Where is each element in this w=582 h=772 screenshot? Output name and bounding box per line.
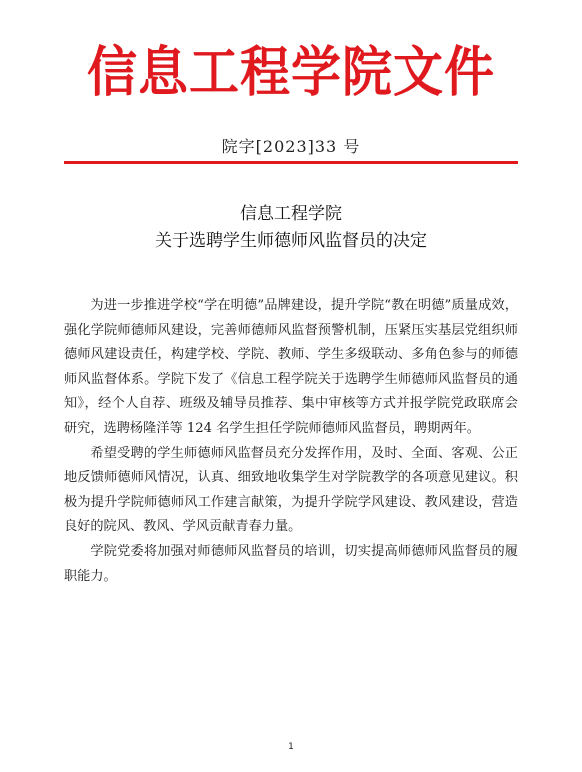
document-title-issuer: 信息工程学院 [240, 204, 342, 224]
body-paragraph: 希望受聘的学生师德师风监督员充分发挥作用，及时、全面、客观、公正地反馈师德师风情况，认真、细致地收集学生对学院教学的各项意见建议。积极为提升学院师德师风工作建言献策，为提升学院学风建设、教风建设，营造良好的院风、教风、学风贡献青春力量。 [64, 445, 518, 535]
red-divider-line [64, 161, 518, 164]
document-body [64, 294, 518, 589]
red-header-title: 信息工程学院文件 [87, 39, 495, 104]
body-paragraph: 为进一步推进学校“学在明德”品牌建设，提升学院“教在明德”质量成效，强化学院师德师风建设，完善师德师风监督预警机制，压紧压实基层党组织师德师风建设责任，构建学校、学院、教师、学生多级联动、多角色参与的师德师风监督体系。学院下发了《信息工程学院关于选聘学生师德师风监督员的通知》，经个人自荐、班级及辅导员推荐、集中审核等方式并报学院党政联席会研究，选聘杨隆洋等 124 名学生担任学院师德师风监督员，聘期两年。 [64, 298, 518, 436]
document-number: 院字[2023]33 号 [221, 137, 361, 156]
page-number: 1 [288, 742, 294, 752]
document-title-subject: 关于选聘学生师德师风监督员的决定 [155, 231, 427, 251]
body-paragraph: 学院党委将加强对师德师风监督员的培训，切实提高师德师风监督员的履职能力。 [64, 543, 518, 584]
